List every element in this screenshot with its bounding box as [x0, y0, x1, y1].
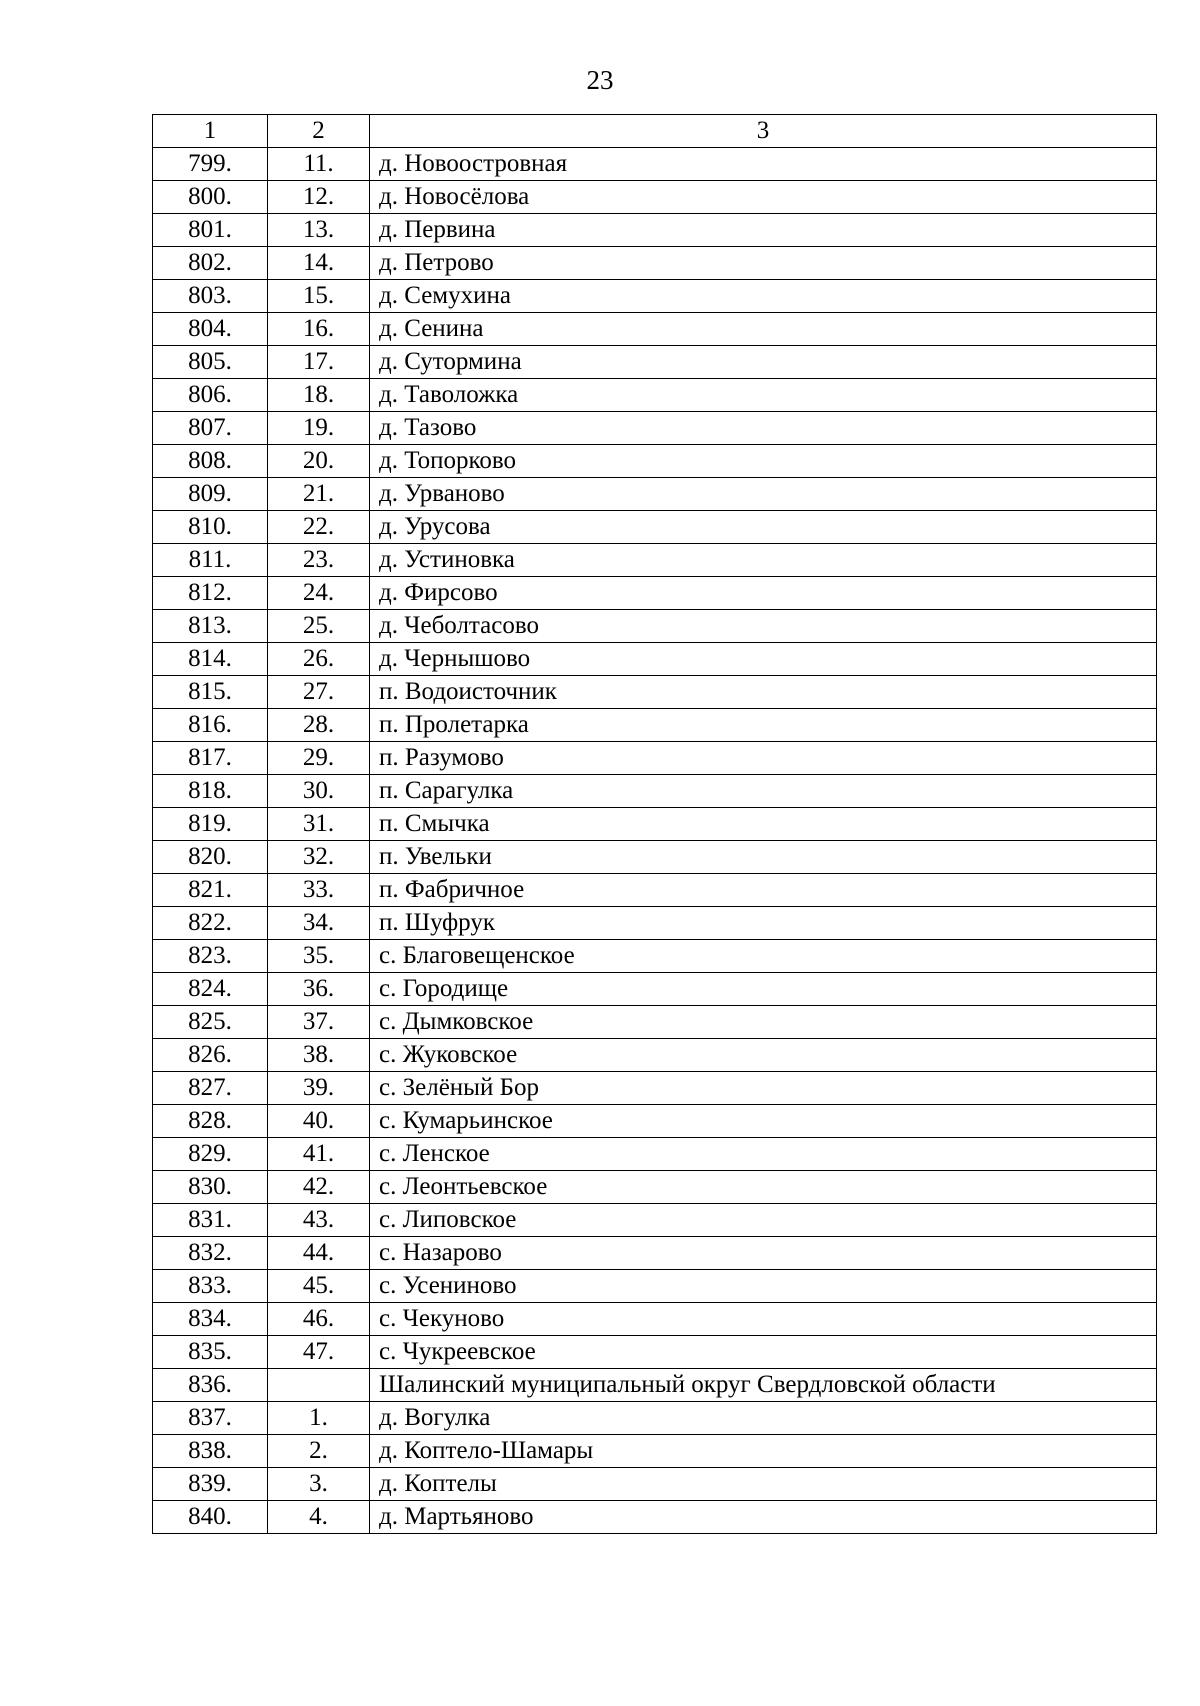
settlement-name-cell: п. Шуфрук [370, 907, 1157, 940]
row-number-cell: 827. [153, 1072, 268, 1105]
table-row [153, 907, 1157, 940]
table-row [153, 346, 1157, 379]
sub-number-cell: 3. [268, 1468, 370, 1501]
table-row [153, 1369, 1157, 1402]
settlement-name-cell: д. Новосёлова [370, 181, 1157, 214]
table-row [153, 544, 1157, 577]
table-row [153, 1171, 1157, 1204]
row-number-cell: 829. [153, 1138, 268, 1171]
settlements-table [152, 114, 1157, 1534]
row-number-cell: 819. [153, 808, 268, 841]
table-row [153, 1270, 1157, 1303]
row-number-cell: 837. [153, 1402, 268, 1435]
row-number-cell: 840. [153, 1501, 268, 1534]
settlement-name-cell: д. Сутормина [370, 346, 1157, 379]
row-number-cell: 813. [153, 610, 268, 643]
row-number-cell: 810. [153, 511, 268, 544]
row-number-cell: 836. [153, 1369, 268, 1402]
sub-number-cell [268, 1369, 370, 1402]
sub-number-cell: 39. [268, 1072, 370, 1105]
sub-number-cell: 11. [268, 148, 370, 181]
sub-number-cell: 12. [268, 181, 370, 214]
row-number-cell: 802. [153, 247, 268, 280]
settlement-name-cell: д. Семухина [370, 280, 1157, 313]
table-row [153, 412, 1157, 445]
sub-number-cell: 30. [268, 775, 370, 808]
row-number-cell: 818. [153, 775, 268, 808]
row-number-cell: 811. [153, 544, 268, 577]
settlement-name-cell: д. Сенина [370, 313, 1157, 346]
settlement-name-cell: с. Назарово [370, 1237, 1157, 1270]
row-number-cell: 831. [153, 1204, 268, 1237]
table-row [153, 214, 1157, 247]
table-row [153, 874, 1157, 907]
sub-number-cell: 27. [268, 676, 370, 709]
table-row [153, 148, 1157, 181]
column-header-2: 2 [268, 115, 370, 148]
sub-number-cell: 40. [268, 1105, 370, 1138]
sub-number-cell: 4. [268, 1501, 370, 1534]
row-number-cell: 833. [153, 1270, 268, 1303]
settlement-name-cell: с. Усениново [370, 1270, 1157, 1303]
settlement-name-cell: с. Жуковское [370, 1039, 1157, 1072]
sub-number-cell: 38. [268, 1039, 370, 1072]
settlement-name-cell: п. Смычка [370, 808, 1157, 841]
settlement-name-cell: д. Первина [370, 214, 1157, 247]
sub-number-cell: 43. [268, 1204, 370, 1237]
table-row [153, 643, 1157, 676]
row-number-cell: 817. [153, 742, 268, 775]
settlement-name-cell: п. Разумово [370, 742, 1157, 775]
table-row [153, 478, 1157, 511]
sub-number-cell: 17. [268, 346, 370, 379]
settlement-name-cell: д. Новоостровная [370, 148, 1157, 181]
sub-number-cell: 15. [268, 280, 370, 313]
table-row [153, 445, 1157, 478]
settlement-name-cell: д. Чеболтасово [370, 610, 1157, 643]
sub-number-cell: 16. [268, 313, 370, 346]
sub-number-cell: 36. [268, 973, 370, 1006]
settlement-name-cell: д. Петрово [370, 247, 1157, 280]
row-number-cell: 822. [153, 907, 268, 940]
sub-number-cell: 35. [268, 940, 370, 973]
column-header-3: 3 [370, 115, 1157, 148]
settlement-name-cell: с. Городище [370, 973, 1157, 1006]
table-row [153, 610, 1157, 643]
sub-number-cell: 19. [268, 412, 370, 445]
table-header-row [153, 115, 1157, 148]
settlement-name-cell: д. Топорково [370, 445, 1157, 478]
row-number-cell: 839. [153, 1468, 268, 1501]
row-number-cell: 805. [153, 346, 268, 379]
row-number-cell: 803. [153, 280, 268, 313]
sub-number-cell: 42. [268, 1171, 370, 1204]
sub-number-cell: 24. [268, 577, 370, 610]
sub-number-cell: 46. [268, 1303, 370, 1336]
row-number-cell: 801. [153, 214, 268, 247]
settlement-name-cell: д. Таволожка [370, 379, 1157, 412]
sub-number-cell: 41. [268, 1138, 370, 1171]
table-row [153, 577, 1157, 610]
table-row [153, 247, 1157, 280]
settlement-name-cell: д. Коптелы [370, 1468, 1157, 1501]
settlement-name-cell: д. Коптело-Шамары [370, 1435, 1157, 1468]
settlement-name-cell: п. Пролетарка [370, 709, 1157, 742]
table-row [153, 1138, 1157, 1171]
settlement-name-cell: д. Тазово [370, 412, 1157, 445]
table-row [153, 1435, 1157, 1468]
table-row [153, 313, 1157, 346]
table-row [153, 1039, 1157, 1072]
sub-number-cell: 31. [268, 808, 370, 841]
sub-number-cell: 28. [268, 709, 370, 742]
row-number-cell: 838. [153, 1435, 268, 1468]
sub-number-cell: 34. [268, 907, 370, 940]
settlement-name-cell: Шалинский муниципальный округ Свердловской области [370, 1369, 1157, 1402]
settlement-name-cell: д. Вогулка [370, 1402, 1157, 1435]
settlement-name-cell: д. Мартьяново [370, 1501, 1157, 1534]
table-row [153, 841, 1157, 874]
settlement-name-cell: с. Кумарьинское [370, 1105, 1157, 1138]
table-row [153, 940, 1157, 973]
sub-number-cell: 45. [268, 1270, 370, 1303]
row-number-cell: 806. [153, 379, 268, 412]
table-row [153, 1303, 1157, 1336]
settlement-name-cell: с. Зелёный Бор [370, 1072, 1157, 1105]
row-number-cell: 824. [153, 973, 268, 1006]
table-row [153, 1237, 1157, 1270]
settlement-name-cell: с. Леонтьевское [370, 1171, 1157, 1204]
table-row [153, 1501, 1157, 1534]
table-row [153, 379, 1157, 412]
settlement-name-cell: с. Чекуново [370, 1303, 1157, 1336]
row-number-cell: 832. [153, 1237, 268, 1270]
settlement-name-cell: п. Водоисточник [370, 676, 1157, 709]
table-row [153, 181, 1157, 214]
column-header-1: 1 [153, 115, 268, 148]
sub-number-cell: 32. [268, 841, 370, 874]
sub-number-cell: 25. [268, 610, 370, 643]
row-number-cell: 815. [153, 676, 268, 709]
row-number-cell: 799. [153, 148, 268, 181]
settlement-name-cell: п. Сарагулка [370, 775, 1157, 808]
row-number-cell: 834. [153, 1303, 268, 1336]
settlement-name-cell: п. Увельки [370, 841, 1157, 874]
row-number-cell: 814. [153, 643, 268, 676]
row-number-cell: 804. [153, 313, 268, 346]
row-number-cell: 809. [153, 478, 268, 511]
settlement-name-cell: с. Чукреевское [370, 1336, 1157, 1369]
settlement-name-cell: д. Чернышово [370, 643, 1157, 676]
sub-number-cell: 1. [268, 1402, 370, 1435]
settlement-name-cell: с. Липовское [370, 1204, 1157, 1237]
sub-number-cell: 14. [268, 247, 370, 280]
settlement-name-cell: д. Урваново [370, 478, 1157, 511]
table-body [153, 148, 1157, 1534]
sub-number-cell: 22. [268, 511, 370, 544]
row-number-cell: 835. [153, 1336, 268, 1369]
settlement-name-cell: с. Ленское [370, 1138, 1157, 1171]
sub-number-cell: 13. [268, 214, 370, 247]
settlement-name-cell: с. Дымковское [370, 1006, 1157, 1039]
row-number-cell: 830. [153, 1171, 268, 1204]
table-row [153, 280, 1157, 313]
settlement-name-cell: п. Фабричное [370, 874, 1157, 907]
settlement-name-cell: д. Устиновка [370, 544, 1157, 577]
table-row [153, 676, 1157, 709]
table-row [153, 775, 1157, 808]
table-row [153, 1468, 1157, 1501]
table-row [153, 709, 1157, 742]
table-row [153, 1402, 1157, 1435]
sub-number-cell: 26. [268, 643, 370, 676]
table-row [153, 1204, 1157, 1237]
sub-number-cell: 44. [268, 1237, 370, 1270]
row-number-cell: 826. [153, 1039, 268, 1072]
table-row [153, 742, 1157, 775]
settlement-name-cell: с. Благовещенское [370, 940, 1157, 973]
settlement-name-cell: д. Фирсово [370, 577, 1157, 610]
sub-number-cell: 21. [268, 478, 370, 511]
row-number-cell: 816. [153, 709, 268, 742]
settlement-name-cell: д. Урусова [370, 511, 1157, 544]
row-number-cell: 800. [153, 181, 268, 214]
sub-number-cell: 23. [268, 544, 370, 577]
sub-number-cell: 47. [268, 1336, 370, 1369]
row-number-cell: 825. [153, 1006, 268, 1039]
table-row [153, 511, 1157, 544]
sub-number-cell: 2. [268, 1435, 370, 1468]
row-number-cell: 812. [153, 577, 268, 610]
table-row [153, 808, 1157, 841]
row-number-cell: 823. [153, 940, 268, 973]
sub-number-cell: 29. [268, 742, 370, 775]
sub-number-cell: 18. [268, 379, 370, 412]
table-row [153, 1105, 1157, 1138]
row-number-cell: 820. [153, 841, 268, 874]
sub-number-cell: 33. [268, 874, 370, 907]
page-number: 23 [586, 65, 614, 95]
table-row [153, 1336, 1157, 1369]
sub-number-cell: 20. [268, 445, 370, 478]
table-row [153, 1072, 1157, 1105]
row-number-cell: 828. [153, 1105, 268, 1138]
table-row [153, 973, 1157, 1006]
row-number-cell: 808. [153, 445, 268, 478]
table-row [153, 1006, 1157, 1039]
row-number-cell: 807. [153, 412, 268, 445]
sub-number-cell: 37. [268, 1006, 370, 1039]
row-number-cell: 821. [153, 874, 268, 907]
